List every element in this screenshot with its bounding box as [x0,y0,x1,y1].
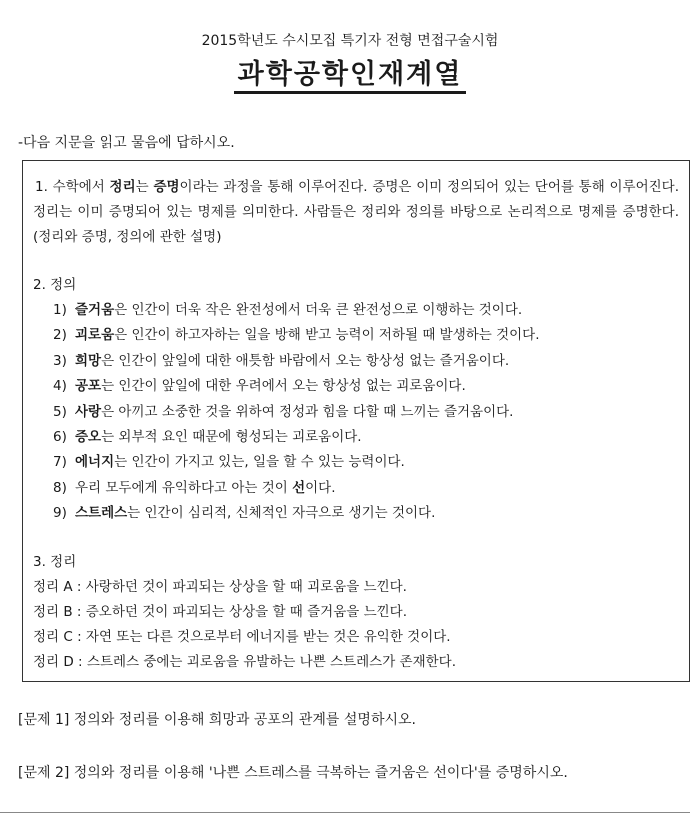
definition-term: 즐거움 [75,302,115,318]
definition-number: 4) [53,378,67,395]
page-title-text: 과학공학인재계열 [234,59,467,94]
intro-term-theorem: 정리 [109,179,136,195]
definition-item [33,476,679,501]
page-title [0,52,700,91]
definition-number: 2) [53,327,67,344]
definition-number: 8) [53,479,67,496]
definition-item [33,323,679,348]
definition-item [33,298,679,323]
passage-box [22,160,690,682]
definition-number: 6) [53,429,67,446]
definition-text: 는 외부적 요인 때문에 형성되는 괴로움이다. [101,429,362,446]
definition-number: 5) [53,403,67,420]
intro-part-1: 1. 수학에서 [35,179,110,195]
definition-item [33,349,679,374]
theorem-item: 정리 D : 스트레스 중에는 괴로움을 유발하는 나쁜 스트레스가 존재한다. [33,653,457,670]
definition-term: 공포 [75,378,102,395]
definition-item [33,450,679,475]
theorem-item: 정리 B : 증오하던 것이 파괴되는 상상을 할 때 즐거움을 느낀다. [33,603,407,620]
definition-term: 희망 [75,352,102,369]
definition-number: 1) [53,302,67,318]
definition-pre: 우리 모두에게 유익하다고 아는 것이 [75,479,293,496]
definition-number: 9) [53,505,67,522]
definitions-title: 2. 정의 [33,277,77,293]
definition-text: 은 아끼고 소중한 것을 위하여 정성과 힘을 다할 때 느끼는 즐거움이다. [101,403,514,420]
definition-term: 사랑 [75,403,102,420]
definition-term: 에너지 [75,454,115,471]
definition-number: 3) [53,352,67,369]
intro-part-2: 는 [135,179,154,195]
definition-item [33,501,679,526]
definition-item [33,374,679,399]
definition-term: 스트레스 [75,505,128,522]
definition-text: 은 인간이 앞일에 대한 애틋함 바람에서 오는 항상성 없는 즐거움이다. [101,352,510,369]
definition-text: 이다. [305,479,336,496]
theorem-item: 정리 A : 사랑하던 것이 파괴되는 상상을 할 때 괴로움을 느낀다. [33,578,407,595]
theorem-item: 정리 C : 자연 또는 다른 것으로부터 에너지를 받는 것은 유익한 것이다. [33,628,451,645]
exam-header-line: 2015학년도 수시모집 특기자 전형 면접구술시험 [201,33,499,49]
definition-number: 7) [53,454,67,471]
question-1: [문제 1] 정의와 정리를 이용해 희망과 공포의 관계를 설명하시오. [18,712,416,728]
definition-term: 괴로움 [75,327,115,344]
definition-text: 은 인간이 더욱 작은 완전성에서 더욱 큰 완전성으로 이행하는 것이다. [114,302,523,318]
intro-part-3: 이라는 과정을 통해 이루어진다. 증명은 이미 정의되어 있는 단어를 통해 이루어진다. 정리는 이미 증명되어 있는 명제를 의미한다. 사람들은 정리와 정의를 바탕으로 논리적으로 명제를 증명한다.(정리와 증명, 정의에 관한 설명) [33,179,679,245]
theorems-title: 3. 정리 [33,553,77,570]
passage-intro [33,175,679,250]
definition-text: 는 인간이 심리적, 신체적인 자극으로 생기는 것이다. [127,505,436,522]
definition-term: 증오 [75,429,102,446]
intro-term-proof: 증명 [153,179,180,195]
definition-term: 선 [292,479,306,496]
definitions-list [33,298,679,527]
definition-text: 는 인간이 가지고 있는, 일을 할 수 있는 능력이다. [114,454,405,471]
definition-text: 는 인간이 앞일에 대한 우려에서 오는 항상성 없는 괴로움이다. [101,378,466,395]
instruction-text: -다음 지문을 읽고 물음에 답하시오. [18,135,235,151]
bottom-divider [0,812,690,813]
theorems-list [33,575,679,675]
definition-text: 은 인간이 하고자하는 일을 방해 받고 능력이 저하될 때 발생하는 것이다. [114,327,540,344]
question-2: [문제 2] 정의와 정리를 이용해 '나쁜 스트레스를 극복하는 즐거움은 선이다'를 증명하시오. [18,765,568,781]
definition-item [33,425,679,450]
definition-item [33,400,679,425]
